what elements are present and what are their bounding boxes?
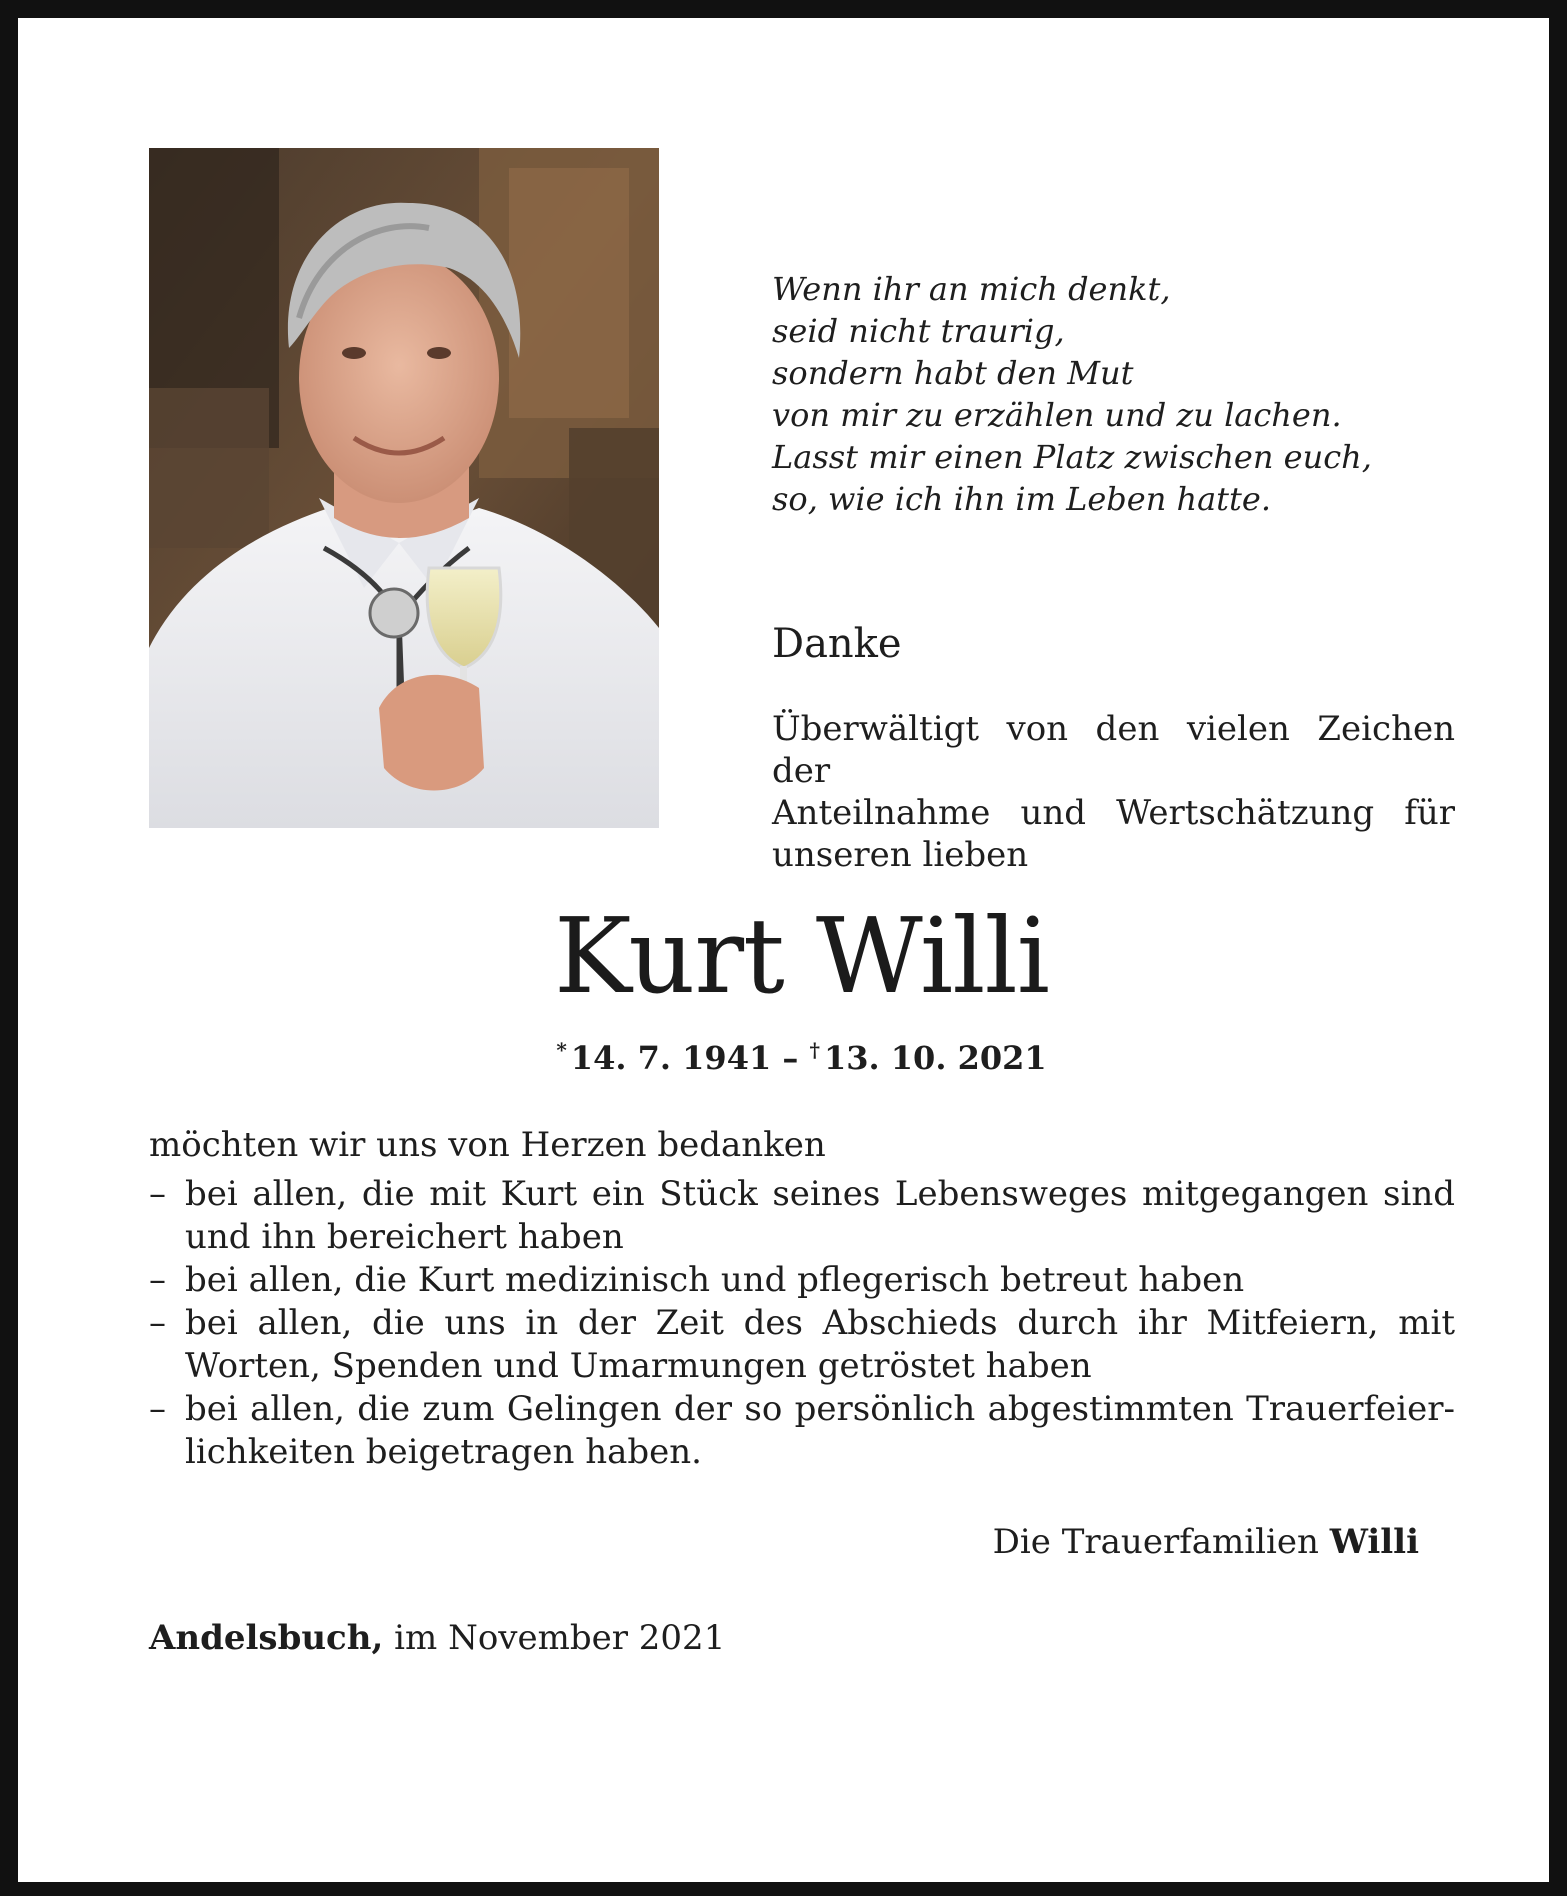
poem-line: seid nicht traurig, <box>772 312 1065 350</box>
list-item-text: bei allen, die Kurt medizinisch und pflegerisch betreut haben <box>185 1260 1245 1300</box>
list-item <box>149 1302 1455 1388</box>
place-date: im November 2021 <box>394 1618 726 1658</box>
place-and-date <box>149 1616 725 1660</box>
poem-line: Lasst mir einen Platz zwischen euch, <box>772 438 1372 476</box>
list-item-text: bei allen, die zum Gelingen der so persönlich abgestimmten Trauerfeierlichkeiten beigetragen haben. <box>185 1389 1455 1472</box>
life-dates <box>18 1028 1567 1080</box>
list-item <box>149 1173 1455 1259</box>
intro-text <box>772 708 1455 876</box>
memorial-poem <box>772 268 1472 520</box>
death-symbol: † <box>809 1038 820 1062</box>
dash-bullet: – <box>149 1303 166 1343</box>
thanks-lead: möchten wir uns von Herzen bedanken <box>149 1125 826 1165</box>
list-item <box>149 1388 1455 1474</box>
birth-date: 14. 7. 1941 – <box>570 1039 799 1077</box>
signature-family: Willi <box>1329 1522 1419 1562</box>
deceased-name: Kurt Willi <box>553 895 1050 1017</box>
signature-prefix: Die Trauerfamilien <box>992 1522 1319 1562</box>
dash-bullet: – <box>149 1260 166 1300</box>
poem-line: Wenn ihr an mich denkt, <box>772 270 1171 308</box>
list-item-text: bei allen, die uns in der Zeit des Abschieds durch ihr Mitfeiern, mit Worten, Spenden und Umarmungen getröstet haben <box>185 1303 1455 1386</box>
list-item-text: bei allen, die mit Kurt ein Stück seines Lebensweges mitgegangen sind und ihn bereichert haben <box>185 1174 1455 1257</box>
thanks-list <box>149 1173 1455 1474</box>
birth-symbol: * <box>556 1038 567 1062</box>
poem-line: von mir zu erzählen und zu lachen. <box>772 396 1342 434</box>
family-signature <box>993 1520 1419 1564</box>
dash-bullet: – <box>149 1174 166 1214</box>
dash-bullet: – <box>149 1389 166 1429</box>
list-item <box>149 1259 1455 1302</box>
portrait-photo <box>149 148 659 828</box>
intro-line: unseren lieben <box>772 835 1029 875</box>
poem-line: sondern habt den Mut <box>772 354 1134 392</box>
danke-heading: Danke <box>772 621 902 667</box>
intro-line: Anteilnahme und Wertschätzung für <box>772 793 1455 833</box>
intro-line: Überwältigt von den vielen Zeichen der <box>772 709 1455 791</box>
death-date: 13. 10. 2021 <box>823 1039 1047 1077</box>
poem-line: so, wie ich ihn im Leben hatte. <box>772 480 1271 518</box>
place-town: Andelsbuch, <box>149 1618 384 1658</box>
